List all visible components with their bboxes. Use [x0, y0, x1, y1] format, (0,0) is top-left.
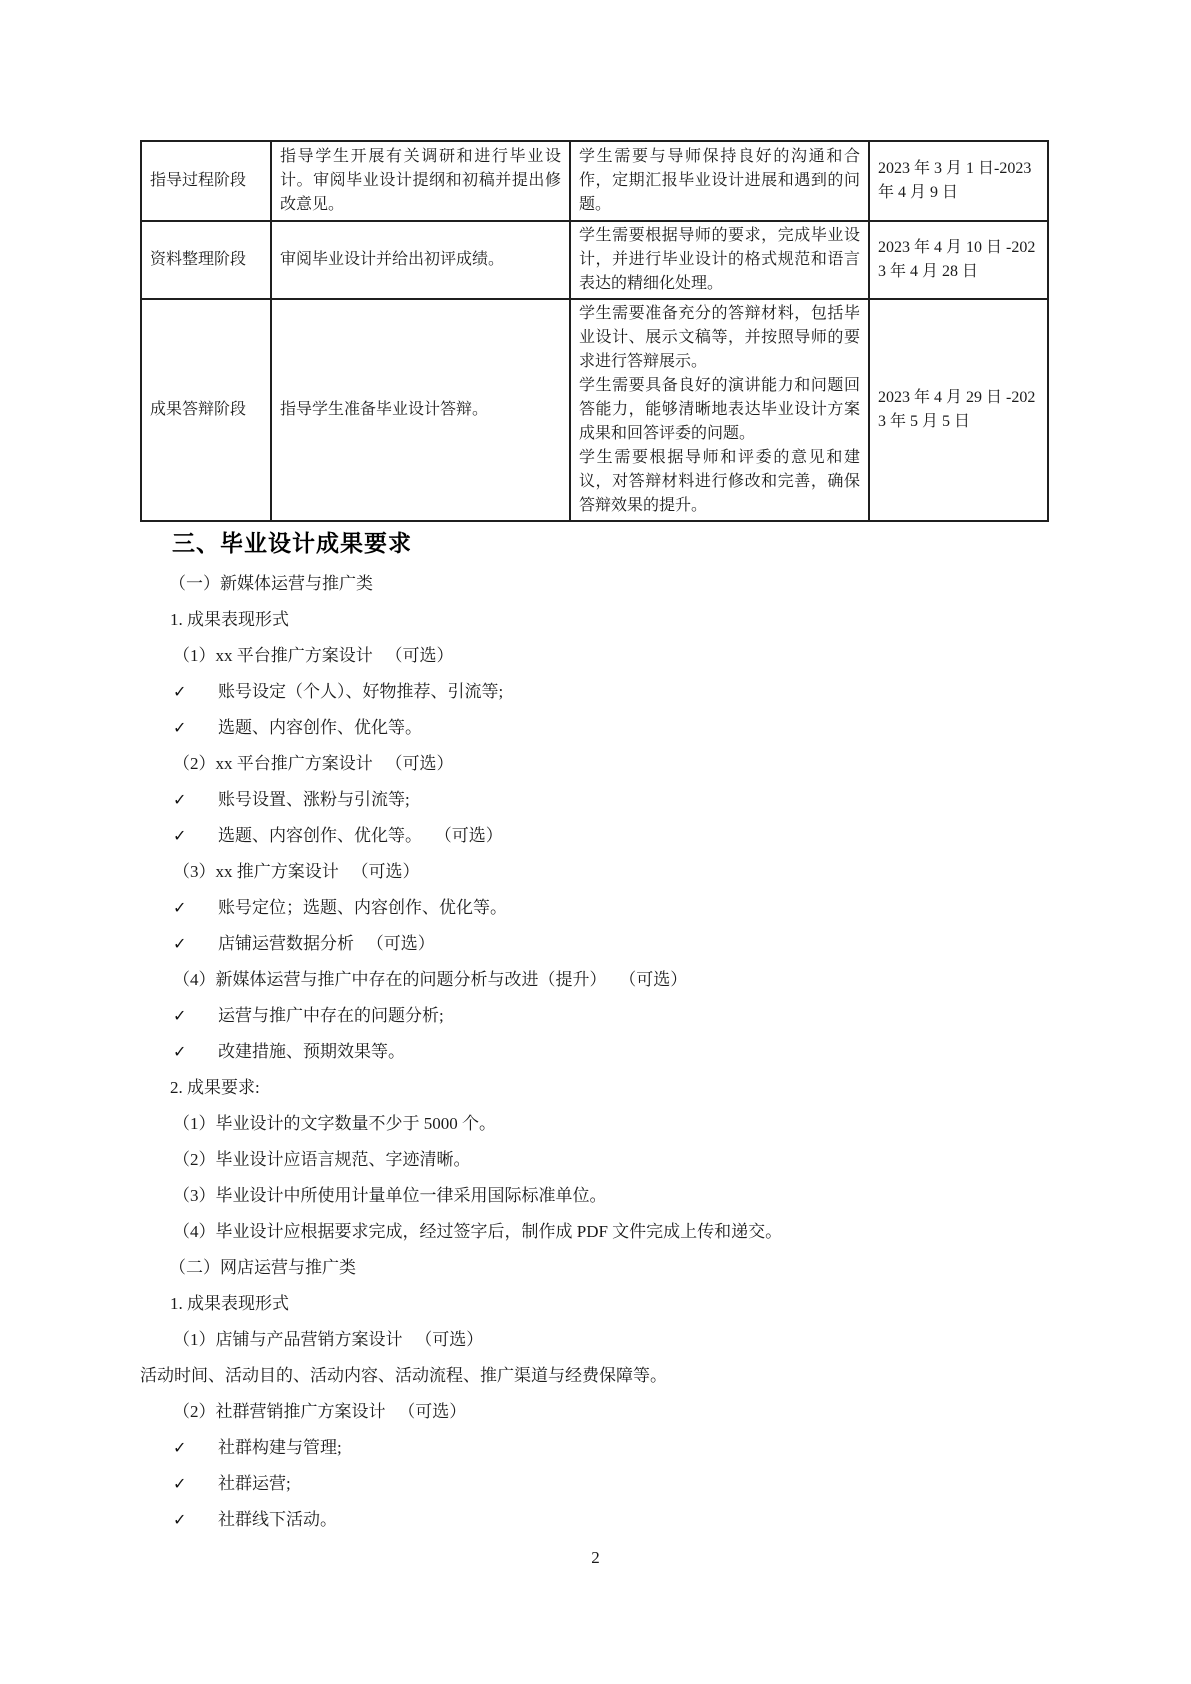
student-task-paragraph: 学生需要准备充分的答辩材料，包括毕业设计、展示文稿等，并按照导师的要求进行答辩展示。: [579, 305, 860, 370]
list-item: （1）xx 平台推广方案设计 （可选）: [173, 646, 454, 665]
check-icon: ✓: [173, 1510, 187, 1529]
check-icon: ✓: [173, 898, 187, 917]
list-item: [140, 1502, 1055, 1538]
student-task-paragraph: 学生需要具备良好的演讲能力和问题回答能力，能够清晰地表达毕业设计方案成果和回答评委的问题。: [579, 377, 860, 442]
student-task-paragraph: 学生需要根据导师和评委的意见和建议，对答辩材料进行修改和完善，确保答辩效果的提升。: [579, 449, 860, 514]
page-number: 2: [591, 1548, 600, 1567]
check-icon: ✓: [173, 1474, 187, 1493]
list-item: [140, 890, 1055, 926]
tutor-task-cell: 指导学生开展有关调研和进行毕业设计。审阅毕业设计提纲和初稿并提出修改意见。: [271, 141, 570, 221]
list-item: [140, 998, 1055, 1034]
list-item-label: 选题、内容创作、优化等。: [218, 718, 422, 737]
list-item: （二）网店运营与推广类: [169, 1258, 356, 1277]
list-item: （2）毕业设计应语言规范、字迹清晰。: [173, 1150, 471, 1169]
list-item: [140, 926, 1055, 962]
check-icon: ✓: [173, 1042, 187, 1061]
list-item: （2）xx 平台推广方案设计 （可选）: [173, 754, 454, 773]
list-item-label: 社群构建与管理;: [218, 1438, 342, 1457]
date-cell: 2023 年 3 月 1 日-2023 年 4 月 9 日: [869, 141, 1048, 221]
list-item-label: 选题、内容创作、优化等。 （可选）: [218, 826, 503, 845]
list-item-label: 改建措施、预期效果等。: [218, 1042, 405, 1061]
list-item: 2. 成果要求:: [170, 1078, 260, 1097]
list-item: （3）毕业设计中所使用计量单位一律采用国际标准单位。: [173, 1186, 607, 1205]
table-row: [141, 221, 1048, 299]
table-row: [141, 299, 1048, 521]
list-item: 1. 成果表现形式: [170, 610, 289, 629]
student-task-cell: [570, 299, 869, 521]
schedule-table: [140, 140, 1049, 522]
list-item: 1. 成果表现形式: [170, 1294, 289, 1313]
date-cell: 2023 年 4 月 29 日 -2023 年 5 月 5 日: [869, 299, 1048, 521]
list-item-label: 社群运营;: [218, 1474, 291, 1493]
check-icon: ✓: [173, 790, 187, 809]
list-item: （4）毕业设计应根据要求完成，经过签字后，制作成 PDF 文件完成上传和递交。: [173, 1222, 783, 1241]
list-item: （4）新媒体运营与推广中存在的问题分析与改进（提升） （可选）: [173, 970, 688, 989]
list-item: （一）新媒体运营与推广类: [169, 574, 373, 593]
check-icon: ✓: [173, 682, 187, 701]
student-task-cell: [570, 221, 869, 299]
student-task-paragraph: 学生需要根据导师的要求，完成毕业设计，并进行毕业设计的格式规范和语言表达的精细化处理。: [579, 227, 860, 292]
list-item-label: 社群线下活动。: [218, 1510, 337, 1529]
student-task-cell: [570, 141, 869, 221]
date-cell: 2023 年 4 月 10 日 -2023 年 4 月 28 日: [869, 221, 1048, 299]
check-icon: ✓: [173, 718, 187, 737]
list-item: （1）毕业设计的文字数量不少于 5000 个。: [173, 1114, 496, 1133]
stage-cell: 成果答辩阶段: [141, 299, 271, 521]
list-item: [140, 1430, 1055, 1466]
list-item-label: 账号设定（个人）、好物推荐、引流等;: [218, 682, 504, 701]
list-item-label: 运营与推广中存在的问题分析;: [218, 1006, 444, 1025]
table-row: [141, 141, 1048, 221]
tutor-task-cell: 审阅毕业设计并给出初评成绩。: [271, 221, 570, 299]
section-heading: 三、毕业设计成果要求: [172, 530, 412, 556]
student-task-paragraph: 学生需要与导师保持良好的沟通和合作，定期汇报毕业设计进展和遇到的问题。: [579, 148, 860, 213]
list-item: （3）xx 推广方案设计 （可选）: [173, 862, 420, 881]
list-item: [140, 674, 1055, 710]
list-item: [140, 1466, 1055, 1502]
list-item: （1）店铺与产品营销方案设计 （可选）: [173, 1330, 484, 1349]
check-icon: ✓: [173, 826, 187, 845]
list-item-label: 账号设置、涨粉与引流等;: [218, 790, 410, 809]
list-item: （2）社群营销推广方案设计 （可选）: [173, 1402, 467, 1421]
list-item-label: 账号定位；选题、内容创作、优化等。: [218, 898, 507, 917]
tutor-task-cell: 指导学生准备毕业设计答辩。: [271, 299, 570, 521]
stage-cell: 指导过程阶段: [141, 141, 271, 221]
check-icon: ✓: [173, 1438, 187, 1457]
list-item: [140, 1034, 1055, 1070]
check-icon: ✓: [173, 1006, 187, 1025]
list-item: [140, 818, 1055, 854]
stage-cell: 资料整理阶段: [141, 221, 271, 299]
section-content: [140, 520, 1055, 1538]
list-item-label: 店铺运营数据分析 （可选）: [218, 934, 435, 953]
list-item: 活动时间、活动目的、活动内容、活动流程、推广渠道与经费保障等。: [140, 1366, 667, 1385]
list-item: [140, 710, 1055, 746]
check-icon: ✓: [173, 934, 187, 953]
list-item: [140, 782, 1055, 818]
